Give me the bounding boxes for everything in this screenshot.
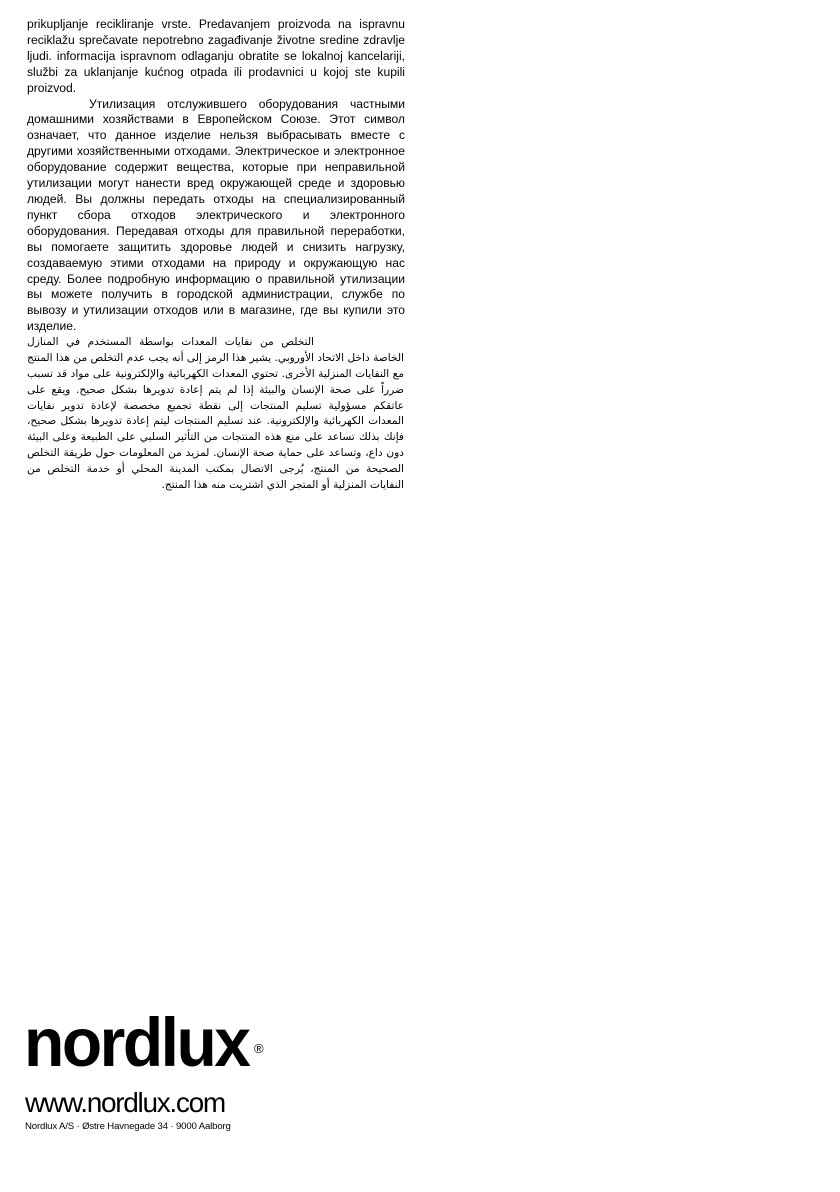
serbian-disposal-paragraph: prikupljanje recikliranje vrste. Predavanjem proizvoda na ispravnu reciklažu sprečavate nepotrebno zagađivanje životne sredine zdravlje ljudi. informacija ispravnom odlaganju obratite se lokalnoj kancelariji, službi za uklanjanje kućnog otpada ili prodavnici u kojoj ste kupili proizvod. [27, 17, 405, 95]
arabic-disposal-paragraph: التخلص من نفايات المعدات بواسطة المستخدم في المنازل الخاصة داخل الاتحاد الأوروبي. يشير هذا الرمز إلى أنه يجب عدم التخلص من هذا المنتج مع النفايات المنزلية الأخرى. تحتوي المعدات الكهربائية والإلكترونية على مواد قد تسبب ضرراً على صحة الإنسان والبيئة إذا لم يتم إعادة تدويرها بشكل صحيح. ويقع على عاتقكم مسؤولية تسليم المنتجات إلى نقطة تجميع مخصصة لإعادة تدوير نفايات المعدات الكهربائية والإلكترونية. عند تسليم المنتجات ليتم إعادة تدويرها بشكل صحيح، فإنك بذلك تساعد على منع هذه المنتجات من التأثير السلبي على الطبيعة وعلى البيئة دون داع، وتساعد على حماية صحة الإنسان. لمزيد من المعلومات حول طريقة التخلص الصحيحة من المنتج، يُرجى الاتصال بمكتب المدينة المحلي أو خدمة التخلص من النفايات المنزلية أو المتجر الذي اشتريت منه هذا المنتج. [27, 336, 404, 491]
company-address: Nordlux A/S · Østre Havnegade 34 · 9000 Aalborg [25, 1121, 231, 1132]
nordlux-logo: nordlux [24, 1003, 249, 1081]
russian-disposal-paragraph: Утилизация отслужившего оборудования частными домашними хозяйствами в Европейском Союзе. Этот символ означает, что данное изделие нельзя выбрасывать вместе с другими хозяйственными отходами. Электрическое и электронное оборудование содержит вещества, которые при неправильной утилизации могут нанести вред окружающей среде и здоровью людей. Вы должны передать отходы на специализированный пункт сбора отходов электрического и электронного оборудования. Передавая отходы для правильной переработки, вы помогаете защитить здоровье людей и снизить нагрузку, создаваемую этими отходами на природу и окружающую нас среду. Более подробную информацию о правильной утилизации вы можете получить в городской администрации, службе по вывозу и утилизации отходов или в магазине, где вы купили это изделие. [27, 96, 405, 334]
registered-trademark-symbol: ® [254, 1041, 264, 1056]
disposal-text-column [27, 17, 405, 494]
brand-block [24, 1003, 264, 1132]
website-url: www.nordlux.com [25, 1087, 225, 1118]
